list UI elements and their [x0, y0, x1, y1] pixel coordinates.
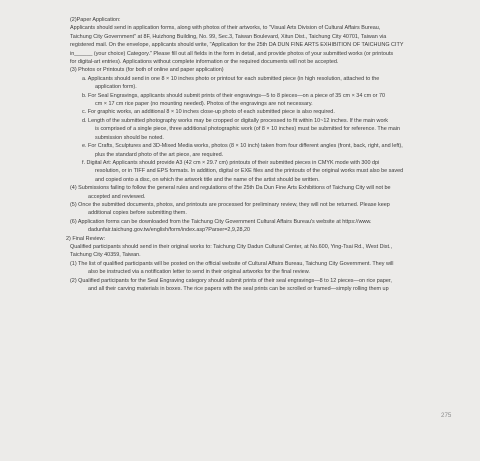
text-line: Applicants should send in application forms, along with photos of their artworks, to "Visual Arts Division of Cultural Affairs Bureau, [70, 25, 381, 32]
list-item-2: (2) Qualified participants for the Seal Engraving category should submit prints of their seal engravings—8 to 12 pieces—on rice paper, [70, 277, 392, 284]
text-line: in______ (your choice) Category." Please fill out all fields in the form in detail, and provide photos of your submitted works (or printouts [70, 50, 394, 57]
text-line: Taichung City 40359, Taiwan. [70, 252, 141, 259]
page-number: 275 [441, 412, 452, 419]
text-line: is comprised of a single piece, three additional photographic work (of 8 × 10 inches) must be submitted for reference. The main [95, 126, 401, 133]
list-item-4: (4) Submissions failing to follow the general rules and regulations of the 25th Da Dun Fine Arts Exhibitions of Taichung City will not be [70, 185, 391, 192]
section-heading-paper-application: (2)Paper Application: [70, 17, 121, 23]
section-heading-final-review: 2) Final Review: [66, 235, 105, 242]
list-item-3: (3) Photos or Printouts (for both of online and paper application) [70, 67, 224, 74]
list-item-c: c. For graphic works, an additional 8 × 10 inches close-up photo of each submitted piece is also required. [82, 109, 335, 116]
text-line: and all their carving materials in boxes. The rice papers with the seal prints can be scrolled or framed—simply rolling them up [88, 286, 389, 292]
list-item-1: (1) The list of qualified participants will be posted on the official website of Cultural Affairs Bureau, Taichung City Government. They will [70, 260, 394, 267]
text-line: application form). [95, 84, 137, 91]
text-line: plus the standard photo of the art piece, are required. [95, 151, 224, 158]
list-item-6: (6) Application forms can be downloaded from the Taichung City Government Cultural Affairs Bureau's website at https://www. [70, 218, 372, 225]
list-item-d: d. Length of the submitted photography works may be cropped or digitally processed to fit within 10~12 inches. If the main work [82, 117, 389, 124]
text-line: Taichung City Government" at 8F, Huizhong Building, No. 99, Sec.3, Taiwan Boulevard, Xitun Dist., Taichung City 40701, Taiwan via [70, 33, 387, 40]
text-line: for digital-art entries). Applications without complete information or the required documents will not be accepted. [70, 59, 339, 66]
text-line: registered mail. On the envelope, applicants should write, "Application for the 25th DA DUN FINE ARTS EXHIBITION OF TAICHUNG CITY [70, 42, 404, 49]
list-item-5: (5) Once the submitted documents, photos, and printouts are processed for preliminary review, they will not be returned. Please keep [70, 201, 390, 208]
text-line: submission should be noted. [95, 134, 164, 141]
url-text: dadunfair.taichung.gov.tw/english/form/index.asp?Parser=2,9,28,20 [88, 227, 251, 234]
text-line: accepted and reviewed. [88, 193, 146, 200]
list-item-b: b. For Seal Engravings, applicants should submit prints of their engravings—5 to 8 pieces—on a piece of 35 cm × 34 cm or 70 [82, 92, 385, 99]
list-item-e: e. For Crafts, Sculptures and 3D-Mixed Media works, photos (8 × 10 inch) taken from four different angles (front, back, right, and left), [82, 143, 403, 150]
text-line: also be instructed via a notification letter to send in their original artworks for the final review. [88, 269, 310, 276]
text-line: cm × 17 cm rice paper (no mounting needed). Photos of the engravings are not necessary. [95, 101, 313, 108]
list-item-a: a. Applicants should send in one 8 × 10 inches photo or printout for each submitted piece (in high resolution, attached to the [82, 75, 380, 82]
list-item-f: f. Digital Art: Applicants should provide A3 (42 cm × 29.7 cm) printouts of their submitted pieces in CMYK mode with 300 dpi [82, 159, 380, 166]
text-line: and copied onto a disc, on which the artwork title and the name of the artist should be written. [95, 176, 320, 183]
text-line: additional copies before submitting them. [88, 210, 187, 217]
text-line: resolution, or in TIFF and EPS formats. In addition, digital or EXE files and the printouts of the original works must also be saved [95, 168, 404, 175]
text-line: Qualified participants should send in their original works to: Taichung City Dadun Cultural Center, at No.600, Ying-Tsai Rd., West Dist., [70, 243, 392, 250]
body-text [66, 16, 434, 293]
